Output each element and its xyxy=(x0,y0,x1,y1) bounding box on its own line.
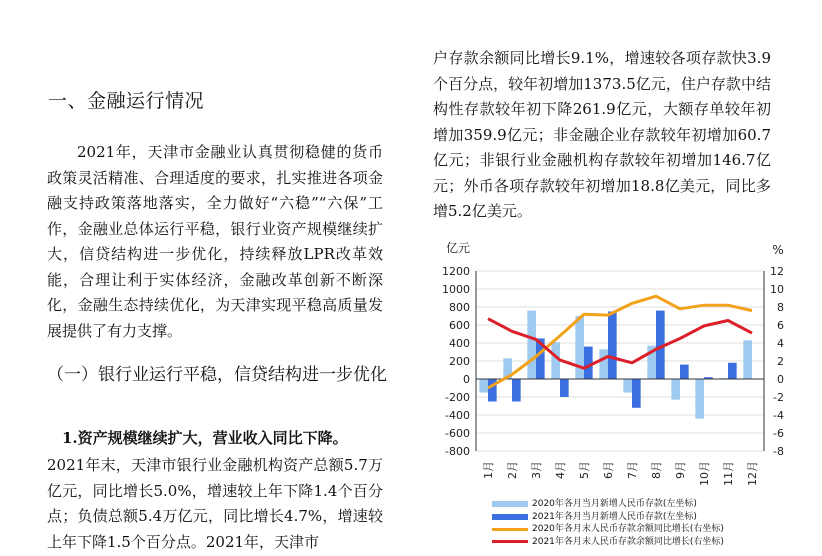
left-tick-label: 1000 xyxy=(442,283,470,296)
month-label: 1月 xyxy=(482,461,495,479)
intro-paragraph: 2021年，天津市金融业认真贯彻稳健的货币政策灵活精准、合理适度的要求，扎实推进各项金融支持政策落地落实，全力做好“六稳”“六保”工作，金融业总体运行平稳，银行业资产规模继续扩大，信贷结构进一步优化，持续释放LPR改革效能，合理让利于实体经济，金融改革创新不断深化，金融生态持续优化，为天津实现平稳高质量发展提供了有力支撑。 xyxy=(47,143,383,340)
right-tick-label: 6 xyxy=(777,319,784,332)
bar-2021 xyxy=(512,379,521,402)
left-axis-title: 亿元 xyxy=(446,241,471,255)
legend-item-bar2021 xyxy=(492,511,724,524)
right-tick-label: 4 xyxy=(777,337,784,350)
month-label: 2月 xyxy=(506,461,519,479)
right-tick-label: -4 xyxy=(773,409,784,422)
left-tick-label: -800 xyxy=(445,445,470,458)
bar-2020 xyxy=(743,340,752,379)
bar-2020 xyxy=(479,379,488,393)
left-tick-label: 600 xyxy=(449,319,470,332)
bar-2020 xyxy=(599,349,608,379)
subsection-title: （一）银行业运行平稳，信贷结构进一步优化 xyxy=(47,365,387,385)
legend-label-bar2020: 2020年各月当月新增人民币存款(左坐标) xyxy=(532,499,697,510)
bar-2020 xyxy=(575,316,584,379)
legend-swatch-bar2021 xyxy=(492,514,528,520)
month-label: 11月 xyxy=(722,461,735,486)
chart-legend xyxy=(492,498,724,548)
bar-2020 xyxy=(527,311,536,379)
right-tick-label: 12 xyxy=(770,265,784,278)
legend-item-bar2020 xyxy=(492,498,724,511)
right-tick-label: 0 xyxy=(777,373,784,386)
legend-swatch-line2020 xyxy=(492,528,528,531)
month-label: 4月 xyxy=(554,461,567,479)
right-axis-title: % xyxy=(772,243,784,257)
legend-label-line2020: 2020年各月末人民币存款余额同比增长(右坐标) xyxy=(532,524,724,535)
month-label: 10月 xyxy=(698,461,711,486)
month-label: 9月 xyxy=(674,461,687,479)
month-label: 7月 xyxy=(626,461,639,479)
legend-label-bar2021: 2021年各月当月新增人民币存款(左坐标) xyxy=(532,511,697,522)
bar-2020 xyxy=(695,379,704,419)
left-tick-label: -600 xyxy=(445,427,470,440)
bar-2021 xyxy=(632,379,641,408)
legend-swatch-bar2020 xyxy=(492,501,528,507)
section-title: 一、金融运行情况 xyxy=(48,90,205,112)
legend-item-line2021 xyxy=(492,536,724,549)
month-label: 12月 xyxy=(746,461,759,486)
right-tick-label: -8 xyxy=(773,445,784,458)
point-title: 1.资产规模继续扩大，营业收入同比下降。 xyxy=(62,429,348,447)
month-label: 6月 xyxy=(602,461,615,479)
month-label: 3月 xyxy=(530,461,543,479)
month-label: 5月 xyxy=(578,461,591,479)
bar-2021 xyxy=(728,363,737,379)
right-tick-label: -2 xyxy=(773,391,784,404)
left-tick-label: 200 xyxy=(449,355,470,368)
bar-2021 xyxy=(608,312,617,380)
legend-item-line2020 xyxy=(492,523,724,536)
left-tick-label: -400 xyxy=(445,409,470,422)
right-tick-label: 2 xyxy=(777,355,784,368)
right-tick-label: -6 xyxy=(773,427,784,440)
bar-2020 xyxy=(623,379,632,393)
left-tick-label: 400 xyxy=(449,337,470,350)
bar-2021 xyxy=(560,379,569,397)
point-paragraph: 2021年末，天津市银行业金融机构资产总额5.7万亿元，同比增长5.0%，增速较上年下降1.4个百分点；负债总额5.4万亿元，同比增长4.7%，增速较上年下降1.5个百分点。2021年，天津市 xyxy=(47,456,383,551)
legend-label-line2021: 2021年各月末人民币存款余额同比增长(右坐标) xyxy=(532,536,724,547)
right-paragraph: 户存款余额同比增长9.1%，增速较各项存款快3.9个百分点，较年初增加1373.5亿元，住户存款中结构性存款较年初下降261.9亿元，大额存单较年初增加359.9亿元；非金融企业存款较年初增加60.7亿元；非银行业金融机构存款较年初增加146.7亿元；外币各项存款较年初增加18.8亿美元，同比多增5.2亿美元。 xyxy=(433,49,771,220)
legend-swatch-line2021 xyxy=(492,540,528,543)
bar-2021 xyxy=(680,365,689,379)
bar-2021 xyxy=(584,347,593,379)
right-tick-label: 10 xyxy=(770,283,784,296)
left-tick-label: 0 xyxy=(463,373,470,386)
month-label: 8月 xyxy=(650,461,663,479)
deposit-chart xyxy=(428,236,798,496)
bar-2020 xyxy=(671,379,680,400)
left-tick-label: 1200 xyxy=(442,265,470,278)
left-tick-label: -200 xyxy=(445,391,470,404)
right-tick-label: 8 xyxy=(777,301,784,314)
left-tick-label: 800 xyxy=(449,301,470,314)
